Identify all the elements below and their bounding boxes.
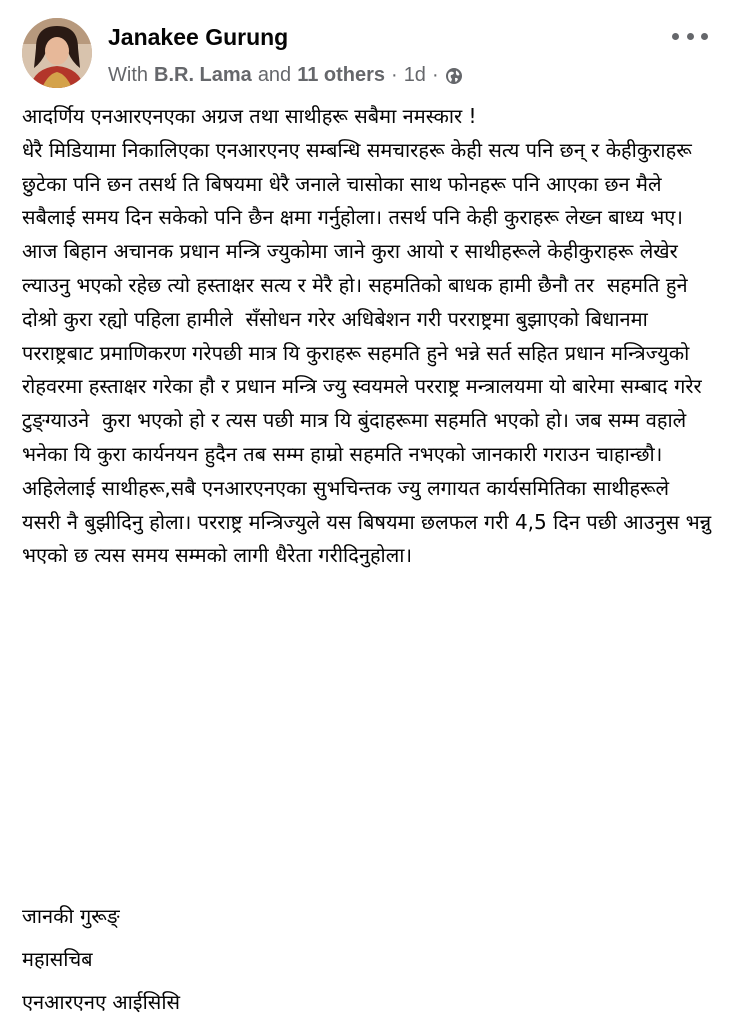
tagged-person-link[interactable]: B.R. Lama: [154, 64, 252, 86]
author-name[interactable]: Janakee Gurung: [108, 24, 289, 50]
others-link[interactable]: 11 others: [297, 64, 386, 86]
avatar-photo: [22, 18, 92, 88]
post-paragraph: आदर्णिय एनआरएनएका अग्रज तथा साथीहरू सबैमा नमस्कार !: [22, 104, 477, 128]
globe-icon[interactable]: [445, 67, 463, 85]
post-body: [22, 100, 718, 573]
separator-dot: ·: [431, 64, 439, 86]
signature-name: जानकी गुरूङ्: [22, 904, 120, 928]
more-options-icon[interactable]: [672, 26, 708, 46]
post-timestamp[interactable]: 1d: [403, 64, 426, 86]
signature-title: महासचिब: [22, 947, 93, 971]
signature-organization: एनआरएनए आईसिसि: [22, 990, 181, 1014]
avatar[interactable]: [22, 18, 92, 88]
with-prefix: With: [108, 64, 148, 86]
post-header: [0, 0, 730, 100]
signature: [22, 895, 712, 1024]
post-paragraph: अहिलेलाई साथीहरू,सबै एनआरएनएका सुभचिन्तक ज्यु लगायत कार्यसमितिका साथीहरूले यसरी नै बुझीदिनु होला। परराष्ट्र मन्त्रिज्युले यस बिषयमा छलफल गरी 4,5 दिन पछी आउनुस भन्नु भएको छ त्यस समय सम्मको लागी धैरेता गरीदिनुहोला।: [22, 475, 718, 568]
and-text: and: [257, 64, 292, 86]
post-meta: [108, 64, 463, 87]
separator-dot: ·: [391, 64, 398, 86]
post-paragraph: धेरै मिडियामा निकालिएका एनआरएनए सम्बन्धि समचारहरू केही सत्य पनि छन् र केहीकुराहरू छुटेका पनि छन तसर्थ ति बिषयमा धेरै जनाले चासोका साथ फोनहरू पनि आएका छन मैले सबैलाई समय दिन सकेको पनि छैन क्षमा गर्नुहोला। तसर्थ पनि केही कुराहरू लेख्न बाध्य भए। आज बिहान अचानक प्रधान मन्त्रि ज्युकोमा जाने कुरा आयो र साथीहरूले केहीकुराहरू लेखेर ल्याउनु भएको रहेछ त्यो हस्ताक्षर सत्य र मेरै हो। सहमतिको बाधक हामी छैनौ तर सहमति हुने दोश्रो कुरा रह्यो पहिला हामीले सँसोधन गरेर अधिबेशन गरी परराष्ट्रमा बुझाएको बिधानमा परराष्ट्रबाट प्रमाणिकरण गरेपछी मात्र यि कुराहरू सहमति हुने भन्ने सर्त सहित प्रधान मन्त्रिज्युको रोहवरमा हस्ताक्षर गरेका हौ र प्रधान मन्त्रि ज्यु स्वयमले परराष्ट्र मन्त्रालयमा यो बारेमा सम्बाद गरेर टुङ्ग्याउने कुरा भएको हो र त्यस पछी मात्र यि बुंदाहरूमा सहमति भएको हो। जब सम्म वहाले भनेका यि कुरा कार्यनयन हुदैन तब सम्म हाम्रो सहमति नभएको जानकारी गराउन चाहान्छौ।: [22, 137, 709, 466]
